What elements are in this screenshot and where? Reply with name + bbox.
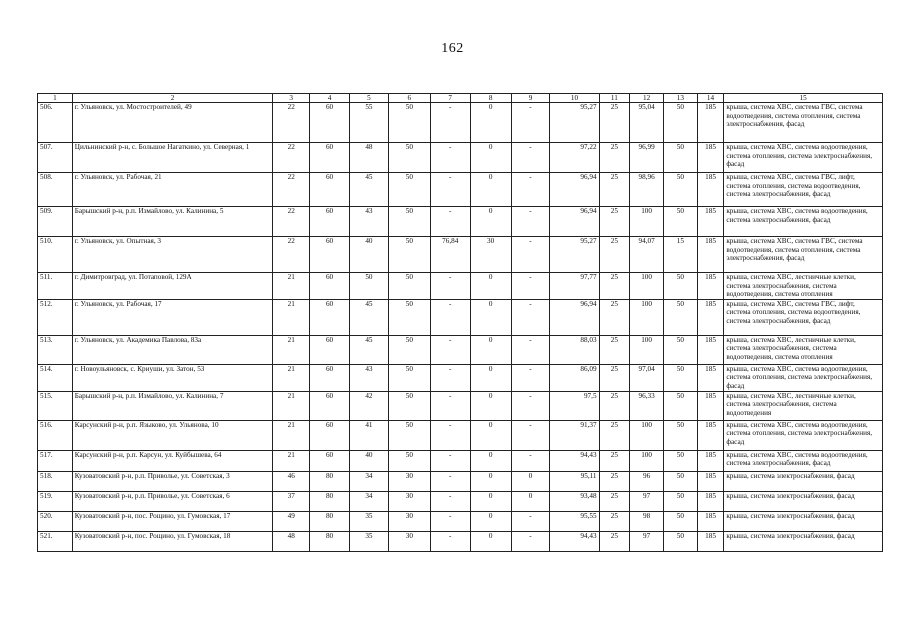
row-number: 520. bbox=[38, 511, 73, 531]
address-cell: г. Ульяновск, ул. Опытная, 3 bbox=[72, 237, 273, 273]
table-row bbox=[38, 450, 883, 471]
works-cell: крыша, система электроснабжения, фасад bbox=[724, 491, 883, 511]
table-row bbox=[38, 420, 883, 450]
value-cell: 50 bbox=[388, 143, 430, 173]
row-number: 519. bbox=[38, 491, 73, 511]
column-header: 10 bbox=[550, 94, 599, 103]
value-cell: 60 bbox=[310, 143, 350, 173]
value-cell: 96,94 bbox=[550, 299, 599, 335]
value-cell: - bbox=[430, 531, 470, 551]
value-cell: 0 bbox=[470, 511, 511, 531]
value-cell: - bbox=[511, 143, 550, 173]
value-cell: 95,27 bbox=[550, 103, 599, 143]
value-cell: 185 bbox=[697, 335, 724, 364]
address-cell: г. Ульяновск, ул. Рабочая, 21 bbox=[72, 173, 273, 207]
value-cell: 30 bbox=[388, 531, 430, 551]
value-cell: 185 bbox=[697, 450, 724, 471]
value-cell: 25 bbox=[599, 299, 630, 335]
value-cell: 60 bbox=[310, 335, 350, 364]
value-cell: 50 bbox=[663, 531, 697, 551]
value-cell: 21 bbox=[273, 273, 310, 300]
value-cell: 97,22 bbox=[550, 143, 599, 173]
value-cell: 91,37 bbox=[550, 420, 599, 450]
value-cell: 98,96 bbox=[630, 173, 664, 207]
value-cell: 45 bbox=[349, 173, 388, 207]
works-cell: крыша, система ХВС, лестничные клетки, система электроснабжения, система водоотведения, система отопления bbox=[724, 273, 883, 300]
value-cell: 0 bbox=[470, 531, 511, 551]
column-header: 8 bbox=[470, 94, 511, 103]
header-row bbox=[38, 94, 883, 103]
value-cell: - bbox=[430, 391, 470, 420]
value-cell: 22 bbox=[273, 237, 310, 273]
row-number: 511. bbox=[38, 273, 73, 300]
address-cell: Барышский р-н, р.п. Измайлово, ул. Калинина, 7 bbox=[72, 391, 273, 420]
value-cell: 185 bbox=[697, 420, 724, 450]
table-row bbox=[38, 173, 883, 207]
value-cell: 25 bbox=[599, 237, 630, 273]
address-cell: г. Димитровград, ул. Потаповой, 129А bbox=[72, 273, 273, 300]
table-row bbox=[38, 491, 883, 511]
value-cell: 0 bbox=[511, 491, 550, 511]
value-cell: 25 bbox=[599, 511, 630, 531]
value-cell: 22 bbox=[273, 173, 310, 207]
table-body bbox=[38, 103, 883, 552]
value-cell: 185 bbox=[697, 273, 724, 300]
value-cell: 30 bbox=[388, 471, 430, 491]
value-cell: 25 bbox=[599, 335, 630, 364]
value-cell: - bbox=[511, 103, 550, 143]
value-cell: 50 bbox=[663, 335, 697, 364]
value-cell: 40 bbox=[349, 450, 388, 471]
table-header bbox=[38, 94, 883, 103]
value-cell: 50 bbox=[349, 273, 388, 300]
row-number: 509. bbox=[38, 207, 73, 237]
value-cell: 185 bbox=[697, 364, 724, 391]
value-cell: 185 bbox=[697, 207, 724, 237]
column-header: 15 bbox=[724, 94, 883, 103]
value-cell: 100 bbox=[630, 207, 664, 237]
value-cell: 50 bbox=[388, 237, 430, 273]
value-cell: 50 bbox=[663, 173, 697, 207]
value-cell: - bbox=[430, 511, 470, 531]
value-cell: 0 bbox=[470, 143, 511, 173]
value-cell: 25 bbox=[599, 531, 630, 551]
value-cell: 97,04 bbox=[630, 364, 664, 391]
value-cell: 25 bbox=[599, 450, 630, 471]
address-cell: Кузоватовский р-н, пос. Рощино, ул. Гумовская, 18 bbox=[72, 531, 273, 551]
value-cell: - bbox=[430, 143, 470, 173]
value-cell: 185 bbox=[697, 511, 724, 531]
table-row bbox=[38, 207, 883, 237]
value-cell: 0 bbox=[470, 173, 511, 207]
row-number: 514. bbox=[38, 364, 73, 391]
page-number: 162 bbox=[441, 41, 464, 56]
address-cell: Барышский р-н, р.п. Измайлово, ул. Калинина, 5 bbox=[72, 207, 273, 237]
address-cell: г. Ульяновск, ул. Мостостроителей, 49 bbox=[72, 103, 273, 143]
value-cell: - bbox=[511, 299, 550, 335]
value-cell: 60 bbox=[310, 173, 350, 207]
value-cell: 48 bbox=[273, 531, 310, 551]
value-cell: 100 bbox=[630, 420, 664, 450]
column-header: 2 bbox=[72, 94, 273, 103]
value-cell: 185 bbox=[697, 173, 724, 207]
value-cell: - bbox=[511, 364, 550, 391]
works-cell: крыша, система ХВС, система ГВС, лифт, система отопления, система водоотведения, система электроснабжения, фасад bbox=[724, 173, 883, 207]
value-cell: 50 bbox=[663, 103, 697, 143]
value-cell: 50 bbox=[388, 420, 430, 450]
value-cell: 94,43 bbox=[550, 531, 599, 551]
value-cell: 60 bbox=[310, 391, 350, 420]
value-cell: 45 bbox=[349, 299, 388, 335]
value-cell: 50 bbox=[388, 391, 430, 420]
value-cell: 21 bbox=[273, 391, 310, 420]
value-cell: 60 bbox=[310, 237, 350, 273]
value-cell: 185 bbox=[697, 299, 724, 335]
value-cell: - bbox=[430, 273, 470, 300]
works-cell: крыша, система ХВС, система водоотведения, система отопления, система электроснабжения, фасад bbox=[724, 143, 883, 173]
value-cell: 100 bbox=[630, 450, 664, 471]
address-cell: г. Ульяновск, ул. Академика Павлова, 83а bbox=[72, 335, 273, 364]
value-cell: 95,04 bbox=[630, 103, 664, 143]
value-cell: 43 bbox=[349, 364, 388, 391]
value-cell: 80 bbox=[310, 511, 350, 531]
row-number: 513. bbox=[38, 335, 73, 364]
value-cell: - bbox=[511, 273, 550, 300]
value-cell: 95,27 bbox=[550, 237, 599, 273]
value-cell: 97,5 bbox=[550, 391, 599, 420]
value-cell: 185 bbox=[697, 103, 724, 143]
column-header: 11 bbox=[599, 94, 630, 103]
value-cell: - bbox=[430, 364, 470, 391]
value-cell: 22 bbox=[273, 207, 310, 237]
works-cell: крыша, система ХВС, система водоотведения, система электроснабжения, фасад bbox=[724, 450, 883, 471]
value-cell: 100 bbox=[630, 299, 664, 335]
value-cell: 21 bbox=[273, 299, 310, 335]
value-cell: 25 bbox=[599, 491, 630, 511]
value-cell: 21 bbox=[273, 450, 310, 471]
row-number: 508. bbox=[38, 173, 73, 207]
value-cell: 0 bbox=[470, 391, 511, 420]
value-cell: 50 bbox=[388, 103, 430, 143]
value-cell: 35 bbox=[349, 531, 388, 551]
value-cell: 60 bbox=[310, 420, 350, 450]
value-cell: 48 bbox=[349, 143, 388, 173]
value-cell: 45 bbox=[349, 335, 388, 364]
value-cell: - bbox=[430, 420, 470, 450]
column-header: 7 bbox=[430, 94, 470, 103]
value-cell: - bbox=[511, 173, 550, 207]
value-cell: 50 bbox=[388, 364, 430, 391]
value-cell: - bbox=[430, 335, 470, 364]
value-cell: 21 bbox=[273, 420, 310, 450]
works-cell: крыша, система ХВС, система водоотведения, система электроснабжения, фасад bbox=[724, 207, 883, 237]
value-cell: 50 bbox=[388, 273, 430, 300]
value-cell: 50 bbox=[663, 299, 697, 335]
value-cell: 100 bbox=[630, 335, 664, 364]
value-cell: - bbox=[511, 237, 550, 273]
value-cell: - bbox=[511, 391, 550, 420]
value-cell: 25 bbox=[599, 173, 630, 207]
value-cell: 94,43 bbox=[550, 450, 599, 471]
value-cell: 93,48 bbox=[550, 491, 599, 511]
works-cell: крыша, система ХВС, система ГВС, система водоотведения, система отопления, система электроснабжения, фасад bbox=[724, 237, 883, 273]
table-row bbox=[38, 273, 883, 300]
value-cell: 50 bbox=[663, 364, 697, 391]
value-cell: 50 bbox=[388, 173, 430, 207]
address-cell: г. Ульяновск, ул. Рабочая, 17 bbox=[72, 299, 273, 335]
value-cell: 0 bbox=[470, 103, 511, 143]
value-cell: 50 bbox=[388, 335, 430, 364]
value-cell: 185 bbox=[697, 237, 724, 273]
value-cell: 35 bbox=[349, 511, 388, 531]
column-header: 5 bbox=[349, 94, 388, 103]
value-cell: - bbox=[430, 471, 470, 491]
table-row bbox=[38, 511, 883, 531]
value-cell: 25 bbox=[599, 364, 630, 391]
column-header: 12 bbox=[630, 94, 664, 103]
column-header: 1 bbox=[38, 94, 73, 103]
value-cell: - bbox=[430, 103, 470, 143]
value-cell: 60 bbox=[310, 103, 350, 143]
works-cell: крыша, система ХВС, система ГВС, система водоотведения, система отопления, система электроснабжения, фасад bbox=[724, 103, 883, 143]
value-cell: 185 bbox=[697, 471, 724, 491]
works-cell: крыша, система ХВС, система ГВС, лифт, система отопления, система водоотведения, система электроснабжения, фасад bbox=[724, 299, 883, 335]
table-row bbox=[38, 103, 883, 143]
value-cell: 185 bbox=[697, 391, 724, 420]
value-cell: 0 bbox=[470, 420, 511, 450]
value-cell: - bbox=[430, 173, 470, 207]
value-cell: 21 bbox=[273, 335, 310, 364]
value-cell: 0 bbox=[470, 364, 511, 391]
address-cell: Карсунский р-н, р.п. Карсун, ул. Куйбышева, 64 bbox=[72, 450, 273, 471]
value-cell: 76,84 bbox=[430, 237, 470, 273]
value-cell: 25 bbox=[599, 420, 630, 450]
value-cell: 97,77 bbox=[550, 273, 599, 300]
value-cell: 46 bbox=[273, 471, 310, 491]
value-cell: 98 bbox=[630, 511, 664, 531]
address-cell: Кузоватовский р-н, р.п. Приволье, ул. Советская, 6 bbox=[72, 491, 273, 511]
column-header: 9 bbox=[511, 94, 550, 103]
value-cell: - bbox=[511, 207, 550, 237]
table-row bbox=[38, 531, 883, 551]
table-row bbox=[38, 143, 883, 173]
value-cell: 86,09 bbox=[550, 364, 599, 391]
value-cell: 49 bbox=[273, 511, 310, 531]
value-cell: 80 bbox=[310, 471, 350, 491]
value-cell: 22 bbox=[273, 143, 310, 173]
row-number: 507. bbox=[38, 143, 73, 173]
value-cell: 88,03 bbox=[550, 335, 599, 364]
value-cell: 80 bbox=[310, 491, 350, 511]
table-row bbox=[38, 299, 883, 335]
row-number: 515. bbox=[38, 391, 73, 420]
value-cell: 0 bbox=[470, 471, 511, 491]
row-number: 506. bbox=[38, 103, 73, 143]
row-number: 512. bbox=[38, 299, 73, 335]
value-cell: 97 bbox=[630, 531, 664, 551]
value-cell: 95,55 bbox=[550, 511, 599, 531]
address-cell: Кузоватовский р-н, пос. Рощино, ул. Гумовская, 17 bbox=[72, 511, 273, 531]
row-number: 510. bbox=[38, 237, 73, 273]
value-cell: 50 bbox=[388, 207, 430, 237]
value-cell: 60 bbox=[310, 299, 350, 335]
value-cell: 94,07 bbox=[630, 237, 664, 273]
value-cell: - bbox=[430, 299, 470, 335]
value-cell: 25 bbox=[599, 391, 630, 420]
value-cell: - bbox=[511, 511, 550, 531]
value-cell: 80 bbox=[310, 531, 350, 551]
value-cell: 96,94 bbox=[550, 173, 599, 207]
value-cell: 0 bbox=[470, 335, 511, 364]
value-cell: 0 bbox=[511, 471, 550, 491]
row-number: 517. bbox=[38, 450, 73, 471]
value-cell: 100 bbox=[630, 273, 664, 300]
address-cell: Карсунский р-н, р.п. Языково, ул. Ульянова, 10 bbox=[72, 420, 273, 450]
value-cell: 50 bbox=[663, 207, 697, 237]
column-header: 6 bbox=[388, 94, 430, 103]
works-cell: крыша, система ХВС, система водоотведения, система отопления, система электроснабжения, фасад bbox=[724, 364, 883, 391]
value-cell: 22 bbox=[273, 103, 310, 143]
column-header: 3 bbox=[273, 94, 310, 103]
registry-table bbox=[37, 93, 883, 552]
value-cell: 50 bbox=[663, 420, 697, 450]
value-cell: 0 bbox=[470, 491, 511, 511]
value-cell: 21 bbox=[273, 364, 310, 391]
address-cell: Кузоватовский р-н, р.п. Приволье, ул. Советская, 3 bbox=[72, 471, 273, 491]
value-cell: - bbox=[511, 335, 550, 364]
value-cell: 30 bbox=[388, 491, 430, 511]
value-cell: 185 bbox=[697, 491, 724, 511]
value-cell: 43 bbox=[349, 207, 388, 237]
value-cell: 50 bbox=[663, 391, 697, 420]
value-cell: - bbox=[511, 420, 550, 450]
value-cell: 25 bbox=[599, 143, 630, 173]
works-cell: крыша, система ХВС, лестничные клетки, система электроснабжения, система водоотведения, система отопления bbox=[724, 335, 883, 364]
table-row bbox=[38, 335, 883, 364]
column-header: 13 bbox=[663, 94, 697, 103]
value-cell: 34 bbox=[349, 491, 388, 511]
value-cell: 25 bbox=[599, 207, 630, 237]
value-cell: - bbox=[430, 450, 470, 471]
works-cell: крыша, система ХВС, система водоотведения, система отопления, система электроснабжения, фасад bbox=[724, 420, 883, 450]
value-cell: 30 bbox=[388, 511, 430, 531]
value-cell: 15 bbox=[663, 237, 697, 273]
value-cell: 50 bbox=[663, 143, 697, 173]
value-cell: - bbox=[430, 491, 470, 511]
value-cell: - bbox=[511, 450, 550, 471]
value-cell: 55 bbox=[349, 103, 388, 143]
value-cell: 60 bbox=[310, 273, 350, 300]
value-cell: 42 bbox=[349, 391, 388, 420]
value-cell: 37 bbox=[273, 491, 310, 511]
row-number: 516. bbox=[38, 420, 73, 450]
value-cell: 0 bbox=[470, 450, 511, 471]
value-cell: 41 bbox=[349, 420, 388, 450]
value-cell: 60 bbox=[310, 207, 350, 237]
value-cell: 25 bbox=[599, 471, 630, 491]
value-cell: 40 bbox=[349, 237, 388, 273]
row-number: 521. bbox=[38, 531, 73, 551]
value-cell: 97 bbox=[630, 491, 664, 511]
table-row bbox=[38, 364, 883, 391]
value-cell: 50 bbox=[663, 511, 697, 531]
value-cell: 185 bbox=[697, 531, 724, 551]
works-cell: крыша, система электроснабжения, фасад bbox=[724, 511, 883, 531]
value-cell: 96,94 bbox=[550, 207, 599, 237]
value-cell: 50 bbox=[388, 299, 430, 335]
works-cell: крыша, система электроснабжения, фасад bbox=[724, 531, 883, 551]
value-cell: 50 bbox=[388, 450, 430, 471]
address-cell: г. Новоульяновск, с. Криуши, ул. Затон, 53 bbox=[72, 364, 273, 391]
column-header: 14 bbox=[697, 94, 724, 103]
value-cell: 0 bbox=[470, 273, 511, 300]
value-cell: 96,33 bbox=[630, 391, 664, 420]
value-cell: 50 bbox=[663, 273, 697, 300]
value-cell: - bbox=[511, 531, 550, 551]
value-cell: 95,11 bbox=[550, 471, 599, 491]
value-cell: - bbox=[430, 207, 470, 237]
table-row bbox=[38, 237, 883, 273]
value-cell: 185 bbox=[697, 143, 724, 173]
row-number: 518. bbox=[38, 471, 73, 491]
value-cell: 34 bbox=[349, 471, 388, 491]
value-cell: 25 bbox=[599, 103, 630, 143]
value-cell: 50 bbox=[663, 450, 697, 471]
value-cell: 0 bbox=[470, 299, 511, 335]
value-cell: 96 bbox=[630, 471, 664, 491]
value-cell: 50 bbox=[663, 491, 697, 511]
value-cell: 25 bbox=[599, 273, 630, 300]
works-cell: крыша, система ХВС, лестничные клетки, система электроснабжения, система водоотведения bbox=[724, 391, 883, 420]
works-cell: крыша, система электроснабжения, фасад bbox=[724, 471, 883, 491]
table-row bbox=[38, 471, 883, 491]
value-cell: 30 bbox=[470, 237, 511, 273]
value-cell: 96,99 bbox=[630, 143, 664, 173]
table-row bbox=[38, 391, 883, 420]
column-header: 4 bbox=[310, 94, 350, 103]
address-cell: Цильнинский р-н, с. Большое Нагаткино, ул. Северная, 1 bbox=[72, 143, 273, 173]
value-cell: 60 bbox=[310, 450, 350, 471]
value-cell: 60 bbox=[310, 364, 350, 391]
value-cell: 0 bbox=[470, 207, 511, 237]
value-cell: 50 bbox=[663, 471, 697, 491]
